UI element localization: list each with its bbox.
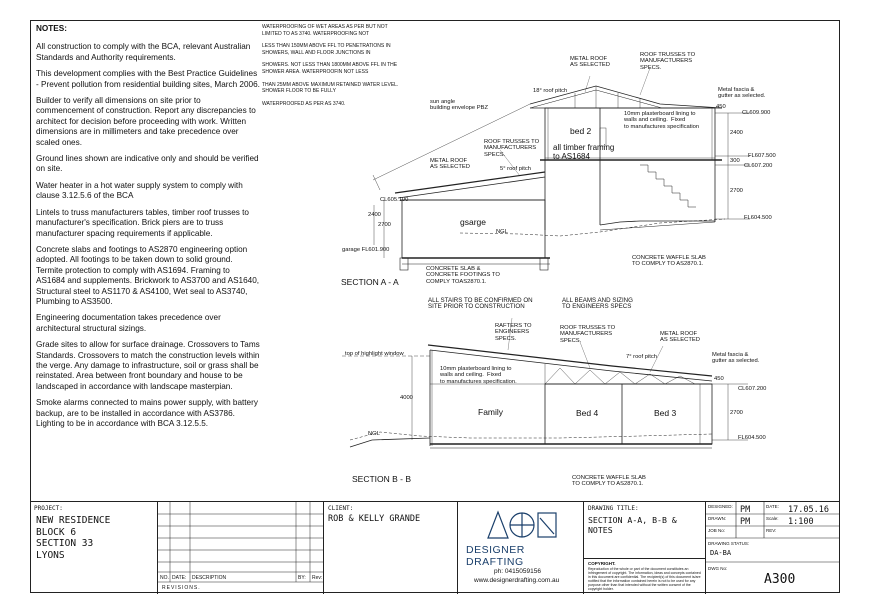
label-metal-roof: METAL ROOF AS SELECTED — [570, 56, 610, 69]
company-name: DESIGNER DRAFTING — [466, 544, 525, 568]
notes-title: NOTES: — [36, 24, 67, 33]
company-website[interactable]: www.designerdrafting.com.au — [474, 577, 560, 584]
label-roof-trusses: ROOF TRUSSES TO MANUFACTURERS SPECS. — [560, 325, 616, 344]
drawing-title-cell — [584, 502, 706, 594]
company-phone: ph: 0415059156 — [494, 568, 541, 575]
roof-garage — [395, 172, 545, 193]
label-roof-trusses: ROOF TRUSSES TO MANUFACTURERS SPECS. — [484, 139, 540, 158]
scale-label: Scale: — [766, 516, 779, 521]
scale-value: 1:100 — [788, 517, 814, 527]
label-fascia: Metal fascia & gutter as selected. — [718, 87, 766, 100]
wet-note: LESS THAN 150MM ABOVE FFL TO PENETRATIONS IN SHOWERS, WALL AND FLOOR JUNCTIONS IN — [262, 43, 391, 56]
wet-note: SHOWERS. NOT LESS THAN 1800MM ABOVE FFL IN THE SHOWER AREA. WATERPROOFIN NOT LESS — [262, 62, 398, 75]
room-label: bed 2 — [570, 126, 592, 136]
project-cell — [30, 502, 158, 594]
note-item: This development complies with the Best Practice Guidelines - Prevent pollution from residential building sites, March 2006. — [36, 69, 260, 89]
label-sun-angle: sun angle building envelope PBZ — [430, 99, 489, 112]
room-label: Bed 3 — [654, 408, 677, 418]
copyright-title: COPYRIGHT. — [588, 561, 616, 566]
level-fl: FL607.500 — [748, 153, 776, 159]
garage-a — [402, 200, 545, 258]
level-cl: CL607.200 — [744, 163, 773, 169]
revisions-title: REVISIONS. — [162, 585, 201, 591]
label-roof-trusses: ROOF TRUSSES TO MANUFACTURERS SPECS. — [640, 52, 696, 71]
date-label: DATE: — [766, 504, 779, 509]
label-waffle-slab: CONCRETE WAFFLE SLAB TO COMPLY TO AS2870.1. — [632, 255, 706, 268]
rev-label: REV: — [766, 528, 777, 533]
client-label: CLIENT: — [328, 505, 354, 512]
dwg-label: DWG No: — [708, 566, 728, 571]
level-fl: FL604.500 — [744, 215, 772, 221]
note-item: Concrete slabs and footings to AS2870 engineering option adopted. All footings to be taken down to solid ground. Termite protection to comply with AS1694. Framing to AS1684 and supplements. Brickwork to AS3700 and AS1640, Structural steel to AS1170 & AS4100, Wet seal to AS3740, Plumbing to AS3500. — [36, 244, 260, 306]
note-item: Smoke alarms connected to mains power supply, with battery backup, are to be installed in accordance with AS3786. Lighting to be in accordance with BCA 3.12.5.5. — [36, 398, 258, 428]
label-garage-level: garage FL601.900 — [342, 247, 390, 253]
label-metal-roof: METAL ROOF AS SELECTED — [660, 331, 700, 344]
designed-label: DESIGNED: — [708, 504, 733, 509]
label-plasterboard: 10mm plasterboard lining to walls and ceiling. Fixed to manufactures specification. — [440, 366, 517, 385]
dimension: 2400 — [730, 130, 743, 136]
rev-col-desc: DESCRIPTION — [192, 575, 227, 581]
label-ngl: NGL — [368, 431, 380, 437]
label-roof-pitch: 18° roof pitch — [533, 88, 568, 94]
label-concrete-slab: CONCRETE SLAB & CONCRETE FOOTINGS TO COMPLY TOAS2870.1. — [426, 266, 500, 285]
label-rafters: RAFTERS TO ENGINEERS SPECS. — [495, 323, 532, 342]
level-cl: CL609.900 — [742, 110, 771, 116]
wet-note: WATERPROOFED AS PER AS 3740. — [262, 100, 346, 107]
copyright-text: Reproduction of the whole or part of the document constitutes an infringement of copyright. The information, ideas and concepts contained in this document are confidential. The recipient(s) of this document is/are notified that the information contained herein is not to be used for any purpose other than that intended without the written consent of the copyright holder. — [588, 567, 701, 591]
project-name — [36, 515, 110, 561]
rev-col-by: BY: — [298, 575, 306, 581]
room-label: Family — [478, 407, 504, 417]
label-roof-pitch: 7° roof pitch — [626, 354, 657, 360]
dimension: 450 — [714, 376, 724, 382]
dimension: 2700 — [730, 410, 743, 416]
company-cell — [458, 502, 584, 594]
note-item: All construction to comply with the BCA, relevant Australian Standards and Authority requirements. — [36, 42, 251, 62]
label-metal-roof: METAL ROOF AS SELECTED — [430, 158, 470, 171]
label-stairs-note: ALL STAIRS TO BE CONFIRMED ON SITE PRIOR TO CONSTRUCTION — [428, 297, 533, 311]
framing-note: all timber framing to AS1684 — [553, 143, 615, 161]
title-block — [30, 501, 840, 593]
client-cell — [324, 502, 458, 594]
dimension: 2700 — [730, 188, 743, 194]
dimension: 300 — [730, 158, 740, 164]
drawn-value: PM — [740, 517, 751, 527]
label-highlight-window: top of highlight window — [345, 351, 404, 357]
level-fl: FL604.500 — [738, 435, 766, 441]
drawing-title: SECTION A-A, B-B & NOTES — [588, 515, 677, 535]
project-label: PROJECT: — [34, 505, 63, 512]
label-fascia: Metal fascia & gutter as selected. — [712, 352, 760, 365]
job-label: JOB No: — [708, 528, 726, 533]
note-item: Ground lines shown are indicative only and should be verified on site. — [36, 154, 259, 174]
dimension: 2400 — [368, 212, 381, 218]
dimension: 2700 — [378, 222, 391, 228]
project-line: NEW RESIDENCE — [36, 515, 111, 526]
note-item: Engineering documentation takes precedence over architectural structural sizings. — [36, 313, 221, 333]
level-cl: CL607.200 — [738, 386, 767, 392]
revisions-table — [158, 502, 324, 594]
dwg-number: A300 — [764, 572, 796, 587]
section-title: SECTION A - A — [341, 277, 399, 287]
wet-note: THAN 25MM ABOVE MAXIMUM RETAINED WATER LEVEL. SHOWER FLOOR TO BE FULLY — [262, 81, 399, 95]
level-cl: CL605.100 — [380, 197, 409, 203]
stair-a — [640, 165, 696, 207]
designed-value: PM — [740, 505, 751, 515]
rev-col-date: DATE: — [172, 575, 187, 581]
label-plasterboard: 10mm plasterboard lining to walls and ceiling. Fixed to manufactures specification — [624, 111, 700, 130]
room-label: gsarge — [460, 217, 486, 227]
label-beams-note: ALL BEAMS AND SIZING TO ENGINEERS SPECS — [562, 297, 633, 311]
project-line: SECTION 33 — [36, 538, 94, 549]
details-cell — [706, 502, 840, 594]
project-line: BLOCK 6 — [36, 526, 77, 538]
wet-note: WATERPROOFING OF WET AREAS AS PER BUT NOT LIMITED TO AS 3740. WATERPROOFING NOT — [262, 24, 388, 37]
label-roof-pitch: 5° roof pitch — [500, 166, 531, 172]
note-item: Grade sites to allow for surface drainage. Crossovers to Tams Standards. Crossovers to match the construction levels within the verge. Any damage to infrastructure, soil or grass shall be reinstated. Area between front boundary and house to be landscaped in accordance with landscape masterpian. — [36, 340, 260, 391]
dimension: 450 — [716, 104, 726, 110]
note-item: Lintels to truss manufacturers tables, timber roof trusses to manufacturer's specification. Brick piers are to truss manufacturer spacing requirements if applicable. — [36, 207, 249, 238]
divider — [584, 558, 706, 559]
rev-col-rev: Rev: — [312, 575, 323, 581]
status-label: DRAWING STATUS: — [708, 541, 750, 546]
house-b — [545, 384, 712, 444]
section-title: SECTION B - B — [352, 474, 412, 484]
client-name: ROB & KELLY GRANDE — [328, 514, 421, 524]
label-waffle-slab: CONCRETE WAFFLE SLAB TO COMPLY TO AS2870.1. — [572, 475, 646, 488]
rev-col-no: NO. — [160, 575, 169, 581]
drawn-label: DRAWN: — [708, 516, 727, 521]
company-logo-icon — [482, 508, 562, 542]
note-item: Builder to verify all dimensions on site prior to commencement of construction. Report any discrepancies to architect for decision before proceeding with work. Written dimensions are in millimeters and take precedence over scaled ones. — [36, 96, 256, 147]
drawing-title-label: DRAWING TITLE: — [588, 505, 639, 512]
project-line: LYONS — [36, 549, 65, 561]
status-value: DA-BA — [710, 549, 732, 557]
date-value: 17.05.16 — [788, 505, 829, 515]
note-item: Water heater in a hot water supply system to comply with clause 3.12.5.6 of the BCA — [36, 180, 243, 201]
room-label: Bed 4 — [576, 408, 599, 418]
dimension: 4000 — [400, 395, 413, 401]
label-ngl: NGL — [496, 229, 508, 235]
